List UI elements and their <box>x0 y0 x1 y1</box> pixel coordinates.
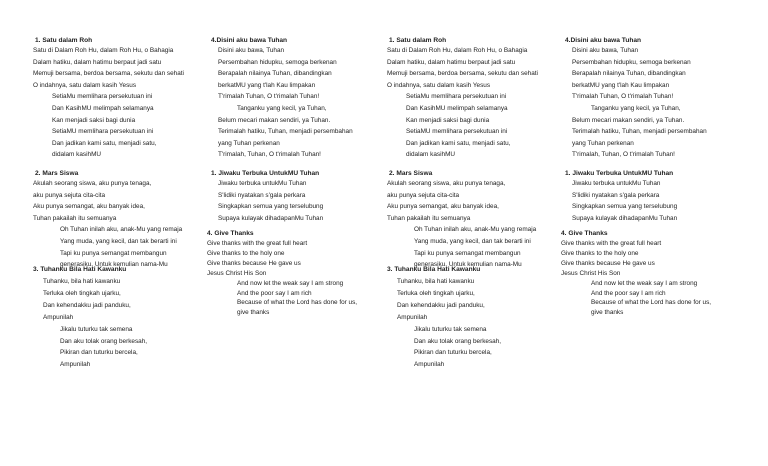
lyric-line: Tuhan pakailah itu semuanya <box>387 214 471 222</box>
lyric-line: T'rimalah Tuhan, O t'rimalah Tuhan! <box>218 93 320 101</box>
lyric-line: Dan aku tolak orang berkesah, <box>60 337 148 345</box>
song-title: 4.Disini aku bawa Tuhan <box>211 37 288 44</box>
lyric-line: give thanks <box>591 309 624 317</box>
song-title: 3. Tuhanku Bila Hati Kawanku <box>33 266 127 273</box>
lyric-line: Dan aku tolak orang berkesah, <box>414 337 502 345</box>
lyric-line: Because of what the Lord has done for us, <box>237 299 358 307</box>
lyric-line: T'rimalah Tuhan, O t'rimalah Tuhan! <box>572 93 674 101</box>
lyric-line: Pikiran dan tuturku bercela, <box>414 349 492 357</box>
lyric-line: Give thanks to the holy one <box>207 249 285 257</box>
lyric-line: Tanganku yang kecil, ya Tuhan, <box>237 105 327 112</box>
lyric-line: Dan jadikan kami satu, menjadi satu, <box>406 139 511 147</box>
lyric-line: Tuhan pakailah itu semuanya <box>33 214 117 222</box>
lyric-line: Terluka oleh tingkah ujarku, <box>397 289 475 297</box>
lyric-line: Because of what the Lord has done for us, <box>591 299 712 307</box>
lyric-line: And now let the weak say I am strong <box>237 279 344 287</box>
song-title: 2. Mars Siswa <box>35 170 79 177</box>
lyric-line: Aku punya semangat, aku banyak idea, <box>33 203 145 211</box>
lyric-line: Terluka oleh tingkah ujarku, <box>43 289 121 297</box>
lyric-line: Give thanks because He gave us <box>207 259 301 267</box>
lyric-line: Tuhanku, bila hati kawanku <box>397 278 475 285</box>
song-title: 1. Jiwaku Terbuka UntukMU Tuhan <box>565 170 674 177</box>
lyric-line: Memuji bersama, berdoa bersama, sekutu dan sehati <box>33 70 184 78</box>
lyric-line: Jikalu tuturku tak semena <box>414 325 487 333</box>
lyric-line: Kan menjadi saksi bagi dunia <box>406 116 490 124</box>
lyric-line: S'lidiki nyatakan s'gala perkara <box>218 191 306 199</box>
lyric-line: didalam kasihMU <box>52 151 102 159</box>
lyric-line: give thanks <box>237 309 270 317</box>
lyric-line: Ampunilah <box>43 313 74 321</box>
lyric-line: yang Tuhan perkenan <box>218 139 280 147</box>
lyric-line: Give thanks to the holy one <box>561 249 639 257</box>
lyric-line: Persembahan hidupku, semoga berkenan <box>218 58 337 66</box>
lyric-line: SetiaMU memlihara persekutuan ini <box>52 128 154 136</box>
lyric-line: Ampunilah <box>414 361 445 369</box>
lyric-line: Jiwaku terbuka untukMu Tuhan <box>218 180 307 187</box>
lyric-line: S'lidiki nyatakan s'gala perkara <box>572 191 660 199</box>
lyric-line: Jesus Christ His Son <box>207 269 267 277</box>
lyric-line: Ampunilah <box>397 313 428 321</box>
lyric-line: generasiku, Untuk kemulian nama-Mu <box>60 261 168 269</box>
lyric-line: T'rimalah, Tuhan, O t'rimalah Tuhan! <box>218 151 321 159</box>
lyric-line: Berapalah nilainya Tuhan, dibandingkan <box>218 70 332 78</box>
song-title: 4.Disini aku bawa Tuhan <box>565 37 642 44</box>
lyric-line: Jiwaku terbuka untukMu Tuhan <box>572 180 661 187</box>
song-title: 2. Mars Siswa <box>389 170 433 177</box>
lyric-line: Tuhanku, bila hati kawanku <box>43 278 121 285</box>
lyric-line: SetiaMU memlihara persekutuan ini <box>406 128 508 136</box>
lyric-line: berkatMU yang t'lah Kau limpakan <box>572 81 670 89</box>
lyric-line: SetiaMu memlihara persekutuan ini <box>52 93 153 101</box>
lyric-line: Satu di Dalam Roh Hu, dalam Roh Hu, o Bahagia <box>33 47 174 54</box>
lyric-line: O indahnya, satu dalam kasih Yesus <box>387 81 491 89</box>
lyric-line: generasiku, Untuk kemulian nama-Mu <box>414 261 522 269</box>
lyric-line: Ampunilah <box>60 361 91 369</box>
lyric-line: Akulah seorang siswa, aku punya tenaga, <box>387 180 506 187</box>
lyric-line: Give thanks because He gave us <box>561 259 655 267</box>
lyric-line: yang Tuhan perkenan <box>572 139 634 147</box>
lyric-line: Dan jadikan kami satu, menjadi satu, <box>52 139 157 147</box>
page-right <box>354 0 738 466</box>
lyric-line: Pikiran dan tuturku bercela, <box>60 349 138 357</box>
lyric-line: Belum mecari makan sendiri, ya Tuhan. <box>572 116 685 124</box>
lyric-line: Dan kehendakku jadi panduku, <box>397 301 485 309</box>
lyric-line: Oh Tuhan inilah aku, anak-Mu yang remaja <box>60 226 183 234</box>
lyric-line: aku punya sejuta cita-cita <box>33 191 106 199</box>
lyric-line: Yang muda, yang kecil, dan tak berarti ini <box>60 238 177 245</box>
song-title: 1. Satu dalam Roh <box>389 37 447 44</box>
lyric-line: Satu di Dalam Roh Hu, dalam Roh Hu, o Bahagia <box>387 47 528 54</box>
lyric-line: Disini aku bawa, Tuhan <box>572 47 639 54</box>
lyric-line: Akulah seorang siswa, aku punya tenaga, <box>33 180 152 187</box>
lyric-line: Tapi ku punya semangat membangun <box>414 249 521 257</box>
lyric-line: T'rimalah, Tuhan, O t'rimalah Tuhan! <box>572 151 675 159</box>
lyric-line: Aku punya semangat, aku banyak idea, <box>387 203 499 211</box>
lyric-line: Jesus Christ His Son <box>561 269 621 277</box>
lyric-line: Kan menjadi saksi bagi dunia <box>52 116 136 124</box>
song-title: 3. Tuhanku Bila Hati Kawanku <box>387 266 481 273</box>
lyric-line: Terimalah hatiku, Tuhan, menjadi persembahan <box>218 128 353 136</box>
song-title: 1. Satu dalam Roh <box>35 37 93 44</box>
lyric-line: O indahnya, satu dalam kasih Yesus <box>33 81 137 89</box>
lyric-line: Disini aku bawa, Tuhan <box>218 47 285 54</box>
lyric-line: Singkapkan semua yang terselubung <box>218 203 324 211</box>
lyric-line: And now let the weak say I am strong <box>591 279 698 287</box>
lyric-line: Berapalah nilainya Tuhan, dibandingkan <box>572 70 686 78</box>
lyric-line: Terimalah hatiku, Tuhan, menjadi persembahan <box>572 128 707 136</box>
lyric-line: Supaya kulayak dihadapanMu Tuhan <box>572 214 678 222</box>
lyric-line: Jikalu tuturku tak semena <box>60 325 133 333</box>
lyric-line: Oh Tuhan inilah aku, anak-Mu yang remaja <box>414 226 537 234</box>
lyric-line: Give thanks with the great full heart <box>207 240 308 247</box>
song-title: 4. Give Thanks <box>207 230 254 237</box>
lyric-line: berkatMU yang t'lah Kau limpakan <box>218 81 316 89</box>
lyric-line: Tanganku yang kecil, ya Tuhan, <box>591 105 681 112</box>
lyric-line: aku punya sejuta cita-cita <box>387 191 460 199</box>
lyric-line: And the poor say I am rich <box>591 289 666 297</box>
lyric-line: Dalam hatiku, dalam hatimu berpaut jadi satu <box>387 58 516 66</box>
song-title: 4. Give Thanks <box>561 230 608 237</box>
lyric-line: Persembahan hidupku, semoga berkenan <box>572 58 691 66</box>
lyric-line: didalam kasihMU <box>406 151 456 159</box>
lyric-line: Yang muda, yang kecil, dan tak berarti ini <box>414 238 531 245</box>
lyric-line: Dalam hatiku, dalam hatimu berpaut jadi satu <box>33 58 162 66</box>
lyric-line: Tapi ku punya semangat membangun <box>60 249 167 257</box>
lyric-line: Dan KasihMU melimpah selamanya <box>406 105 508 112</box>
lyric-line: Dan kehendakku jadi panduku, <box>43 301 131 309</box>
lyric-line: Supaya kulayak dihadapanMu Tuhan <box>218 214 324 222</box>
song-title: 1. Jiwaku Terbuka UntukMU Tuhan <box>211 170 320 177</box>
lyric-line: Give thanks with the great full heart <box>561 240 662 247</box>
lyric-line: Dan KasihMU melimpah selamanya <box>52 105 154 112</box>
lyric-line: Singkapkan semua yang terselubung <box>572 203 678 211</box>
lyric-line: Belum mecari makan sendiri, ya Tuhan. <box>218 116 331 124</box>
lyric-line: And the poor say I am rich <box>237 289 312 297</box>
lyric-line: Memuji bersama, berdoa bersama, sekutu dan sehati <box>387 70 538 78</box>
lyric-line: SetiaMu memlihara persekutuan ini <box>406 93 507 101</box>
